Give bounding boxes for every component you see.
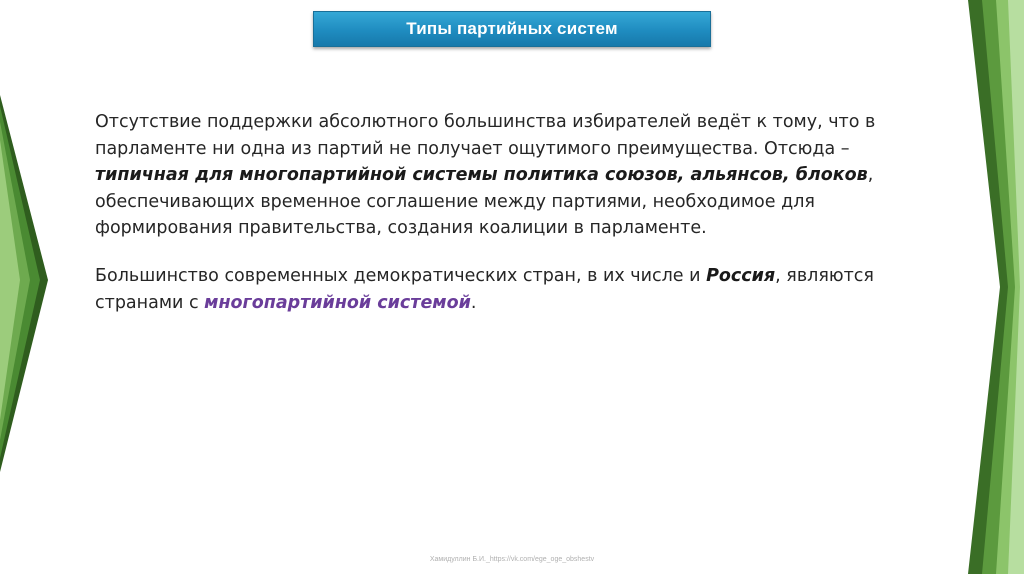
slide-title: Типы партийных систем	[406, 19, 618, 38]
paragraph-2-text-b: , являются странами с	[95, 266, 874, 313]
title-banner	[313, 11, 711, 47]
paragraph-2-text-a: Большинство современных демократических стран, в их числе и	[95, 266, 707, 286]
footer-credit: Хамидуллин Б.И._https://vk.com/ege_oge_obshestv	[429, 556, 595, 563]
paragraph-1-emphasis: типичная для многопартийной системы политика союзов, альянсов, блоков	[95, 165, 868, 185]
paragraph-1-text-b: , обеспечивающих временное соглашение между партиями, необходимое для формирования правительства, создания коалиции в парламенте.	[95, 165, 874, 238]
paragraph-coalitions	[95, 109, 940, 242]
paragraph-2-country-emphasis: Россия	[706, 266, 776, 286]
paragraph-2-text-c: .	[470, 292, 477, 313]
paragraph-1-text-a: Отсутствие поддержки абсолютного большинства избирателей ведёт к тому, что в парламенте ни одна из партий не получает ощутимого преимущества. Отсюда –	[95, 112, 876, 159]
paragraph-multiparty-countries	[95, 263, 940, 316]
paragraph-2-system-emphasis: многопартийной системой	[204, 292, 471, 313]
